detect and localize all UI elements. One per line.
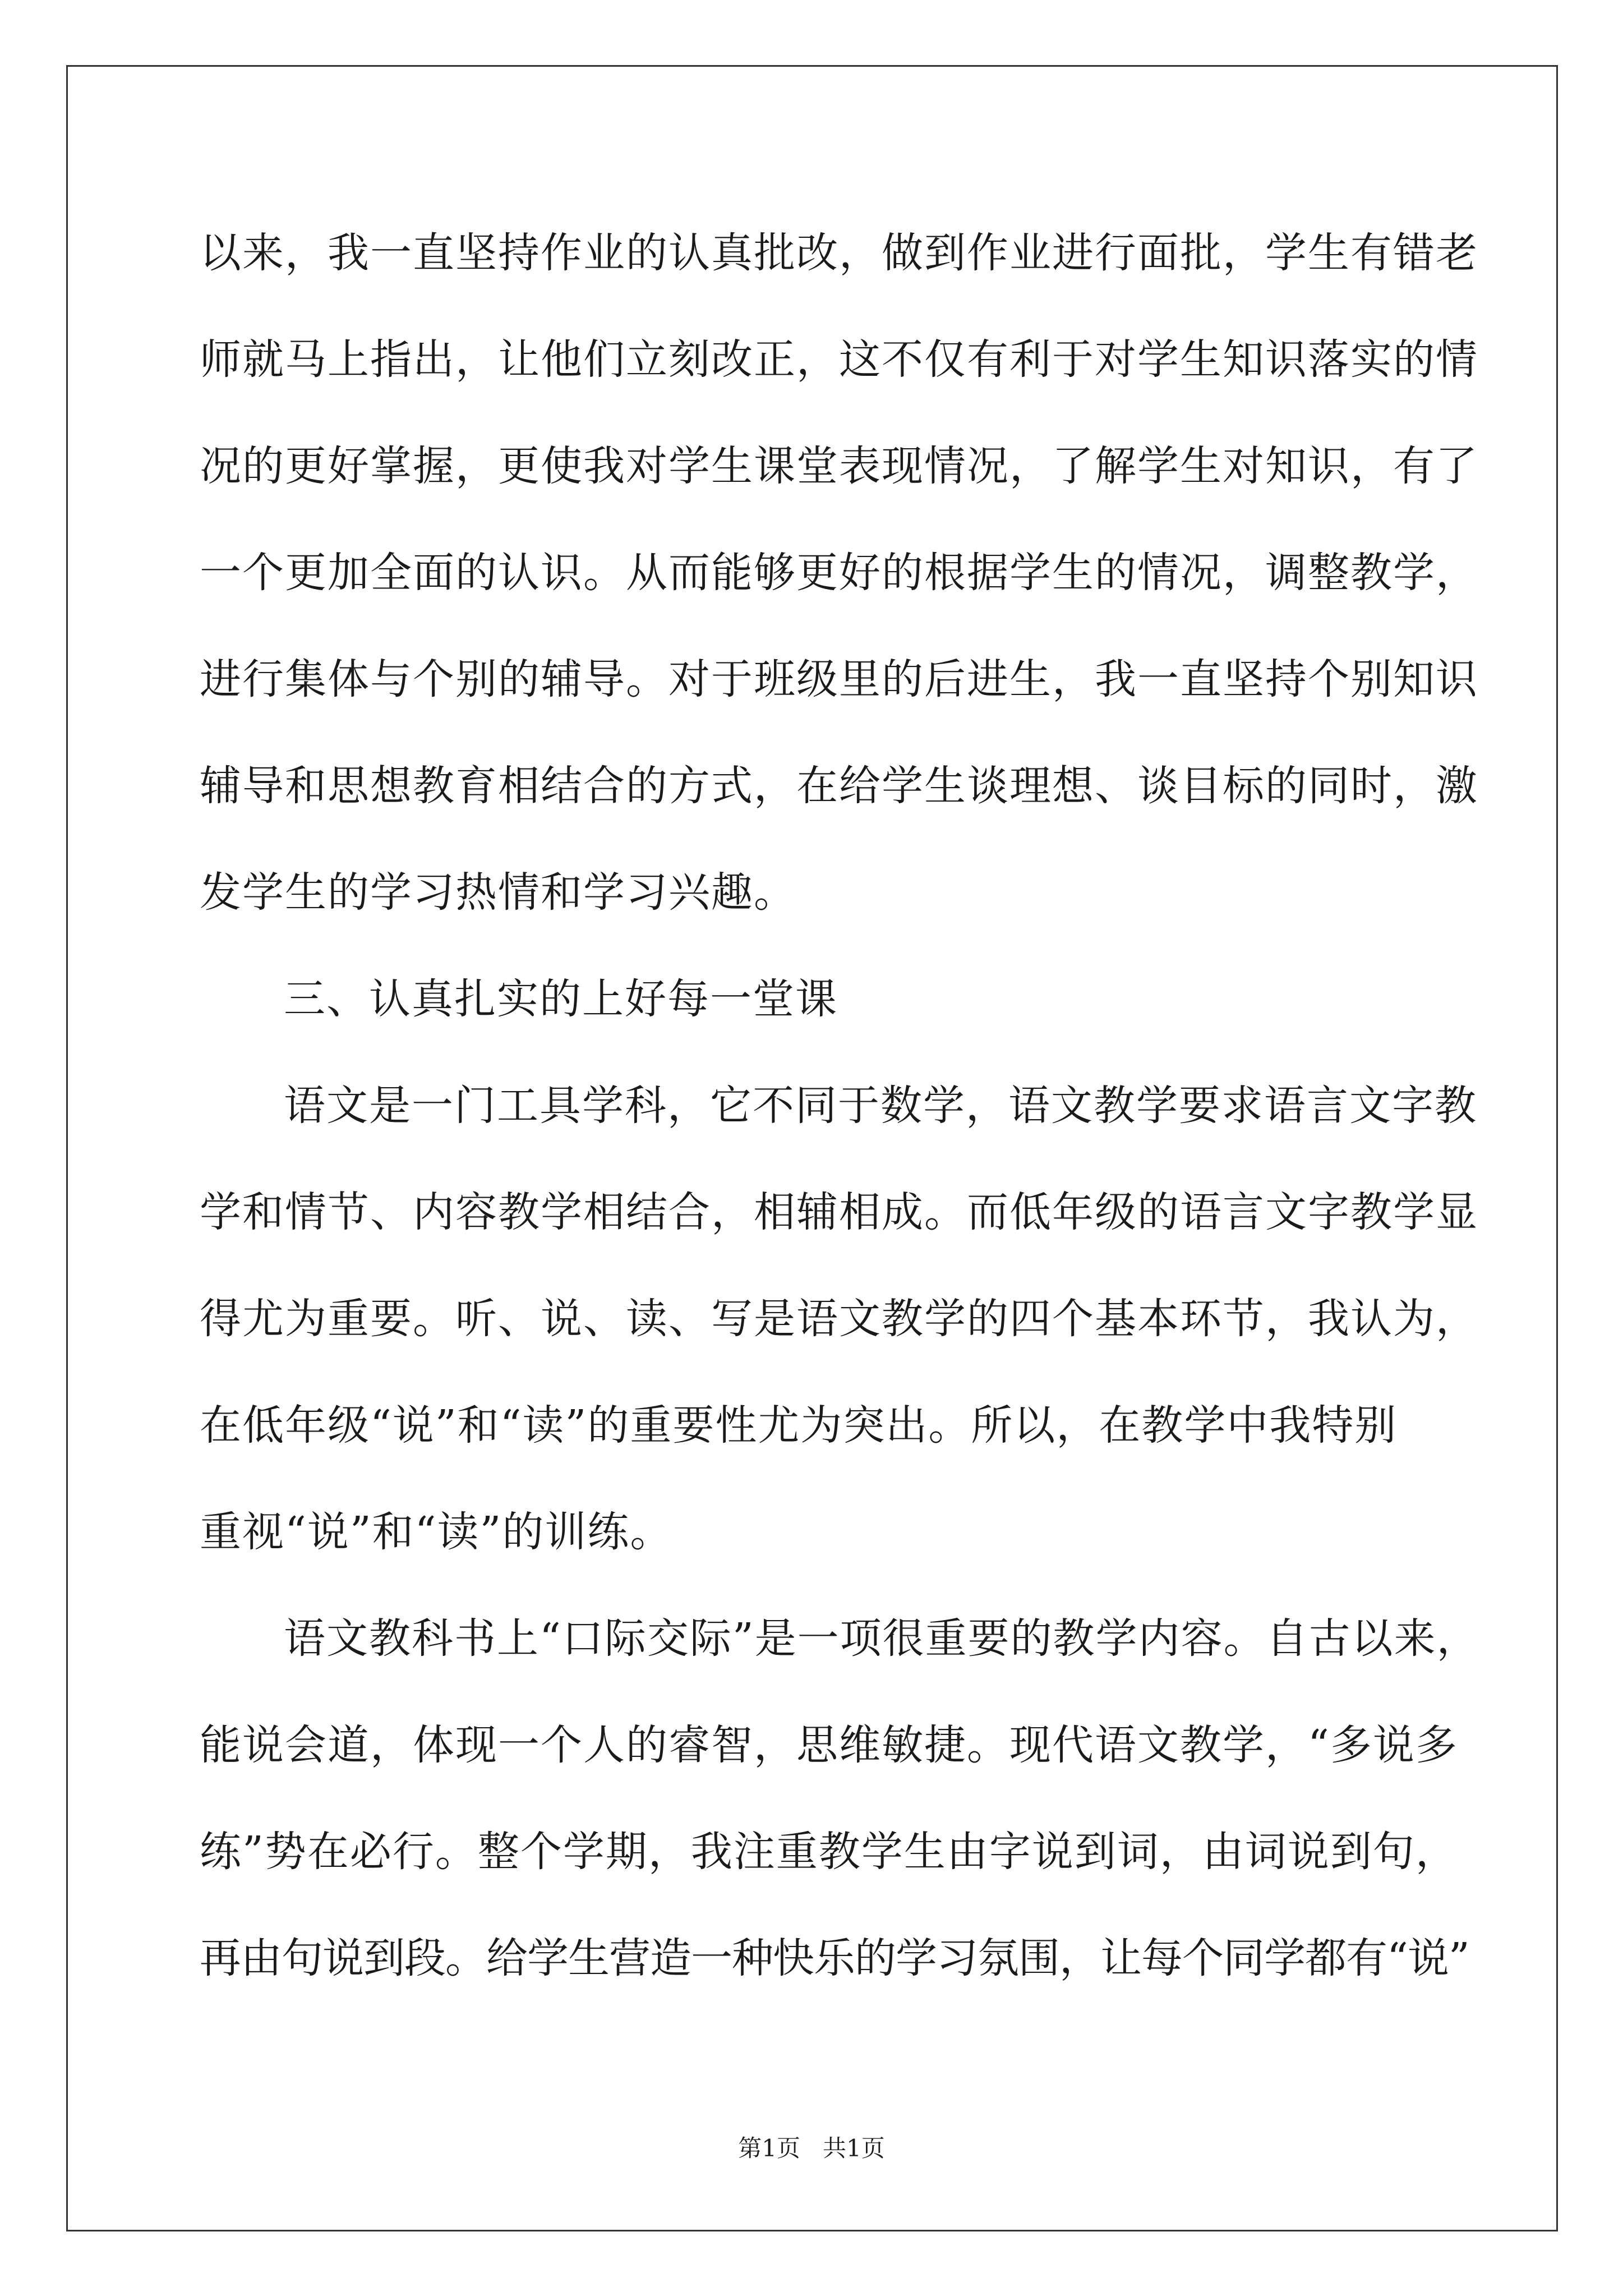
paragraph-line: 进行集体与个别的辅导。对于班级里的后进生，我一直坚持个别知识 <box>200 655 1478 703</box>
document-body <box>200 222 1479 2033</box>
section-heading: 三、认真扎实的上好每一堂课 <box>284 975 838 1023</box>
paragraph-line: 语文教科书上“口际交际”是一项很重要的教学内容。自古以来， <box>284 1614 1479 1663</box>
paragraph-line: 重视“说”和“读”的训练。 <box>200 1508 673 1556</box>
paragraph-line: 再由句说到段。给学生营造一种快乐的学习氛围，让每个同学都有“说” <box>200 1934 1469 1982</box>
paragraph-line: 练”势在必行。整个学期，我注重教学生由字说到词，由词说到句， <box>200 1828 1458 1876</box>
paragraph-line: 学和情节、内容教学相结合，相辅相成。而低年级的语言文字教学显 <box>200 1188 1478 1236</box>
page-total: 共1页 <box>823 2134 885 2162</box>
paragraph-line: 辅导和思想教育相结合的方式，在给学生谈理想、谈目标的同时，激 <box>200 762 1478 810</box>
paragraph-line: 一个更加全面的认识。从而能够更好的根据学生的情况，调整教学， <box>200 549 1478 597</box>
paragraph-line: 发学生的学习热情和学习兴趣。 <box>200 868 796 917</box>
paragraph-line: 得尤为重要。听、说、读、写是语文教学的四个基本环节，我认为， <box>200 1295 1478 1343</box>
paragraph-line: 在低年级“说”和“读”的重要性尤为突出。所以，在教学中我特别 <box>200 1401 1398 1450</box>
paragraph-line: 师就马上指出，让他们立刻改正，这不仅有利于对学生知识落实的情 <box>200 335 1478 384</box>
paragraph-line: 况的更好掌握，更使我对学生课堂表现情况，了解学生对知识，有了 <box>200 442 1478 490</box>
paragraph-line: 以来，我一直坚持作业的认真批改，做到作业进行面批，学生有错老 <box>200 229 1478 277</box>
page-number: 第1页 <box>738 2134 800 2162</box>
page-footer <box>0 2132 1623 2165</box>
paragraph-line: 能说会道，体现一个人的睿智，思维敏捷。现代语文教学，“多说多 <box>200 1721 1458 1769</box>
paragraph-line: 语文是一门工具学科，它不同于数学，语文教学要求语言文字教 <box>284 1082 1477 1130</box>
